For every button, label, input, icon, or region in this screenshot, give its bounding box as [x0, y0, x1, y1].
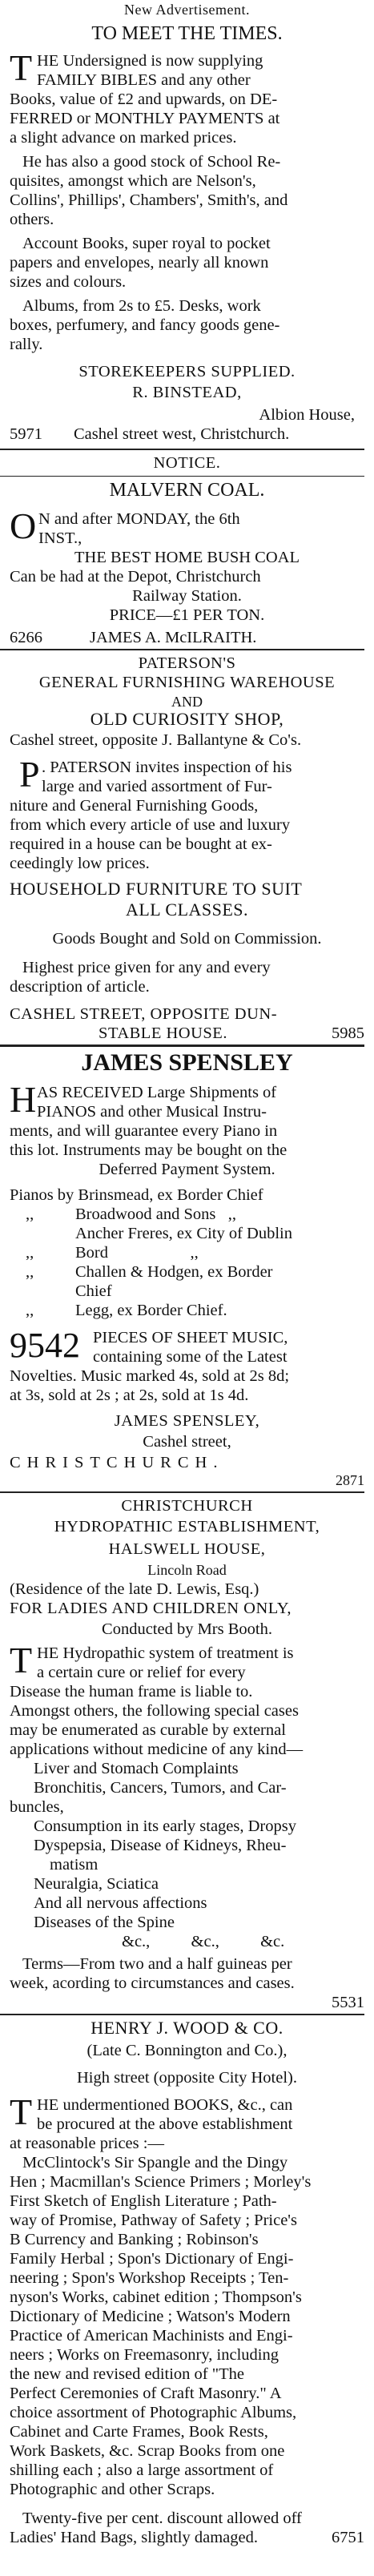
advertiser-name: JAMES SPENSLEY, [114, 1412, 260, 1430]
ad-number: 5985 [332, 1024, 364, 1042]
piano-item: Pianos by Brinsmead, ex Border Chief [10, 1186, 263, 1204]
street-line: High street (opposite City Hotel). [77, 2069, 297, 2087]
body-line: a certain cure or relief for every [37, 1664, 246, 1681]
body-line: from which every article of use and luxury [10, 816, 291, 834]
divider [0, 476, 364, 477]
piano-item: Ancher Freres, ex City of Dublin [75, 1225, 292, 1242]
drop-cap: T [10, 47, 33, 88]
ad-title: MALVERN COAL. [109, 480, 265, 501]
body-line: Books, value of £2 and upwards, on DE- [10, 91, 278, 108]
for-line: FOR LADIES AND CHILDREN ONLY, [10, 1600, 292, 1617]
body-line: description of article. [10, 978, 150, 996]
ad-title: JAMES SPENSLEY [81, 1049, 293, 1076]
ad-number: 6751 [332, 2529, 364, 2546]
body-line: large and varied assortment of Fur- [42, 778, 272, 795]
body-line: McClintock's Sir Spangle and the Dingy [22, 2154, 288, 2171]
divider [0, 2014, 364, 2015]
piano-item: Challen & Hodgen, ex Border [75, 1263, 273, 1281]
divider [0, 449, 364, 450]
ad-number: 5531 [332, 1994, 364, 2011]
body-line: Amongst others, the following special cases [10, 1702, 299, 1720]
body-line: PIECES OF SHEET MUSIC, [93, 1329, 288, 1346]
piano-item: Chief [75, 1282, 112, 1300]
ad-title: OLD CURIOSITY SHOP, [90, 709, 284, 729]
ad-title: HYDROPATHIC ESTABLISHMENT, [54, 1518, 320, 1536]
body-line: rally. [10, 336, 43, 353]
section-heading: New Advertisement. [124, 2, 250, 18]
body-line: Perfect Ceremonies of Craft Masonry." A [10, 2385, 282, 2402]
body-line: Railway Station. [132, 587, 242, 605]
body-line: containing some of the Latest [93, 1348, 288, 1366]
commission-line: Goods Bought and Sold on Commission. [52, 930, 322, 948]
section-heading: NOTICE. [153, 454, 221, 472]
body-line: Dictionary of Medicine ; Watson's Modern [10, 2308, 291, 2325]
terms-line: Terms—From two and a half guineas per [22, 1955, 292, 1973]
body-line: papers and envelopes, nearly all known [10, 254, 269, 272]
divider [0, 649, 364, 650]
ad-number: 5971 [10, 425, 42, 443]
ailment-item: Liver and Stomach Complaints [34, 1760, 239, 1777]
body-line: FERRED or MONTHLY PAYMENTS at [10, 110, 280, 127]
body-line: AS RECEIVED Large Shipments of [37, 1084, 277, 1101]
ad-number: 6266 [10, 629, 42, 646]
ailment-item: And all nervous affections [34, 1894, 207, 1912]
body-line: choice assortment of Photographic Albums, [10, 2404, 297, 2421]
piano-item: Bord ,, [75, 1244, 199, 1262]
body-line: required in a house can be bought at ex- [10, 835, 272, 853]
street-line: CASHEL STREET, OPPOSITE DUN- [10, 1005, 278, 1023]
body-line: a slight advance on marked prices. [10, 129, 237, 147]
body-line: others. [10, 211, 54, 228]
body-line: N and after MONDAY, the 6th [38, 510, 240, 528]
body-line: neering ; Spon's Workshop Receipts ; Ten- [10, 2269, 289, 2287]
ad-title: PATERSON'S [138, 654, 236, 672]
furniture-heading: HOUSEHOLD FURNITURE TO SUIT [10, 879, 303, 899]
drop-cap: O [10, 505, 37, 546]
body-line: Novelties. Music marked 4s, sold at 2s 8d; [10, 1367, 290, 1385]
body-line: THE BEST HOME BUSH COAL [74, 549, 300, 566]
body-line: HE undermentioned BOOKS, &c., can [37, 2096, 293, 2114]
body-line: sizes and colours. [10, 273, 127, 291]
advertiser-name: JAMES A. McILRAITH. [90, 629, 257, 646]
body-line: Work Baskets, &c. Scrap Books from one [10, 2442, 285, 2460]
drop-cap: T [10, 2091, 33, 2132]
house-name: HALSWELL HOUSE, [108, 1540, 266, 1558]
late-line: (Late C. Bonnington and Co.), [86, 2042, 288, 2059]
house-name: Albion House, [259, 406, 355, 424]
advertiser-address: Cashel street west, Christchurch. [74, 425, 290, 443]
body-line: Collins', Phillips', Chambers', Smith's, and [10, 191, 288, 209]
ad-title: TO MEET THE TIMES. [91, 23, 283, 44]
price-line: PRICE—£1 PER TON. [109, 606, 265, 624]
body-line: PIANOS and other Musical Instru- [37, 1103, 267, 1121]
body-line: Deferred Payment System. [99, 1161, 275, 1178]
body-line: HE Undersigned is now supplying [37, 52, 263, 70]
ditto-mark: ,, [26, 1263, 34, 1281]
body-line: may be enumerated as curable by external [10, 1721, 286, 1739]
body-line: Disease the human frame is liable to. [10, 1683, 253, 1701]
body-line: applications without medicine of any kind— [10, 1741, 304, 1758]
divider [0, 1044, 364, 1047]
ailment-item: Diseases of the Spine [34, 1914, 175, 1931]
body-line: boxes, perfumery, and fancy goods gene- [10, 316, 280, 334]
city-line: CHRISTCHURCH. [10, 1454, 224, 1471]
body-line: ments, and will guarantee every Piano in [10, 1122, 278, 1140]
residence-line: (Residence of the late D. Lewis, Esq.) [10, 1580, 259, 1598]
body-line: this lot. Instruments may be bought on the [10, 1141, 288, 1159]
body-line: Family Herbal ; Spon's Dictionary of Engi- [10, 2250, 294, 2268]
body-line: neers ; Works on Freemasonry, including [10, 2346, 279, 2364]
ailment-item: Dyspepsia, Disease of Kidneys, Rheu- [34, 1837, 287, 1854]
body-line: Account Books, super royal to pocket [22, 235, 271, 252]
sheet-music-count: 9542 [10, 1326, 80, 1365]
discount-line: Twenty-five per cent. discount allowed off [22, 2510, 302, 2527]
address-line: Cashel street, opposite J. Ballantyne & Co's. [10, 731, 302, 749]
body-line: shilling each ; also a large assortment of [10, 2461, 274, 2479]
body-line: Cabinet and Carte Frames, Book Rests, [10, 2423, 268, 2441]
body-line: Practice of American Machinists and Engi- [10, 2327, 293, 2345]
body-line: INST., [38, 529, 82, 547]
body-line: Albums, from 2s to £5. Desks, work [22, 297, 261, 315]
ad-title: GENERAL FURNISHING WAREHOUSE [38, 674, 336, 691]
body-line: Photographic and other Scraps. [10, 2481, 215, 2498]
road-name: Lincoln Road [147, 1562, 227, 1578]
piano-item: Legg, ex Border Chief. [75, 1302, 227, 1319]
advertiser-name: R. BINSTEAD, [132, 384, 242, 401]
street-line: Cashel street, [143, 1433, 231, 1451]
ailment-item: Bronchitis, Cancers, Tumors, and Car- [34, 1779, 287, 1797]
ad-title: AND [171, 694, 203, 710]
body-line: Can be had at the Depot, Christchurch [10, 568, 261, 586]
body-line: First Sketch of English Literature ; Path- [10, 2192, 277, 2210]
body-line: FAMILY BIBLES and any other [37, 71, 251, 89]
body-line: at reasonable prices :— [10, 2135, 164, 2152]
body-line: quisites, amongst which are Nelson's, [10, 172, 256, 190]
divider [0, 1491, 364, 1493]
ditto-mark: ,, [26, 1205, 34, 1223]
street-line: STABLE HOUSE. [99, 1024, 227, 1042]
ditto-mark: ,, [26, 1302, 34, 1319]
terms-line: week, acording to circumstances and cases. [10, 1974, 295, 1992]
body-line: . PATERSON invites inspection of his [42, 759, 292, 776]
body-line: Hen ; Macmillan's Science Primers ; Morley's [10, 2173, 312, 2191]
body-line: nyson's Works, cabinet edition ; Thompson's [10, 2288, 302, 2306]
body-line: Highest price given for any and every [22, 959, 271, 976]
drop-cap: T [10, 1640, 33, 1680]
ad-title: CHRISTCHURCH [121, 1497, 253, 1515]
piano-item: Broadwood and Sons ,, [75, 1205, 237, 1223]
body-line: He has also a good stock of School Re- [22, 153, 281, 171]
discount-line: Ladies' Hand Bags, slightly damaged. [10, 2529, 258, 2546]
ailment-item: Consumption in its early stages, Dropsy [34, 1817, 296, 1835]
drop-cap: H [10, 1079, 37, 1120]
ailment-item: buncles, [10, 1798, 64, 1816]
ailment-item: matism [50, 1856, 99, 1874]
body-line: be procured at the above establishment [37, 2115, 293, 2133]
ailment-item: Neuralgia, Sciatica [34, 1875, 159, 1893]
body-line: niture and General Furnishing Goods, [10, 797, 259, 815]
body-line: way of Promise, Pathway of Safety ; Price's [10, 2212, 297, 2229]
body-line: B Currency and Banking ; Robinson's [10, 2231, 259, 2248]
drop-cap: P [19, 754, 40, 795]
ailment-item: &c., &c., &c. [122, 1933, 285, 1950]
conducted-line: Conducted by Mrs Booth. [102, 1620, 272, 1638]
body-line: at 3s, sold at 2s ; at 2s, sold at 1s 4d. [10, 1387, 249, 1404]
body-line: the new and revised edition of "The [10, 2365, 244, 2383]
ad-number: 2871 [336, 1472, 364, 1488]
storekeepers-line: STOREKEEPERS SUPPLIED. [78, 363, 296, 380]
ditto-mark: ,, [26, 1244, 34, 1262]
ad-title: HENRY J. WOOD & CO. [90, 2018, 284, 2038]
body-line: HE Hydropathic system of treatment is [37, 1644, 294, 1662]
furniture-heading: ALL CLASSES. [125, 900, 249, 920]
body-line: ceedingly low prices. [10, 855, 150, 872]
